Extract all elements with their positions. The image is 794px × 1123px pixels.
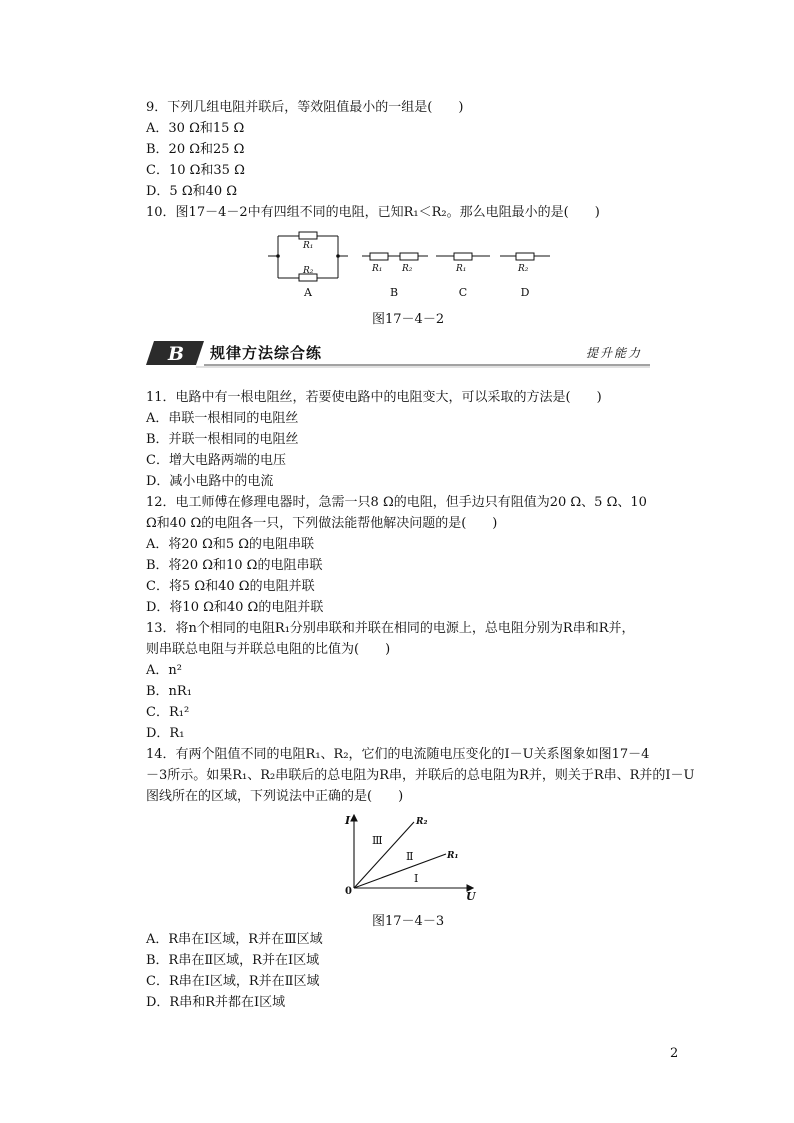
q13-option-d: D．R₁ (146, 726, 185, 741)
q9-option-a: A．30 Ω和15 Ω (146, 121, 245, 136)
page-number: 2 (670, 1046, 679, 1061)
fig-a-r2-label: R₂ (303, 266, 314, 276)
line-r1-label: R₁ (447, 851, 459, 861)
fig-group-a-label: A (304, 286, 312, 299)
q12-option-d: D．将10 Ω和40 Ω的电阻并联 (146, 600, 324, 615)
q13-option-a: A．n² (146, 663, 182, 678)
q12-option-c: C．将5 Ω和40 Ω的电阻并联 (146, 579, 315, 594)
q12-stem-line1: 12．电工师傅在修理电器时，急需一只8 Ω的电阻，但手边只有阻值为20 Ω、5 Ω、10 (146, 495, 647, 510)
q9-stem: 9．下列几组电阻并联后，等效阻值最小的一组是( ) (146, 100, 464, 115)
fig-b-r1-label: R₁ (372, 264, 383, 274)
banner-letter: B (168, 343, 185, 365)
fig-d-r2-label: R₂ (518, 264, 529, 274)
region-1-label: Ⅰ (414, 872, 419, 885)
fig-group-b-label: B (389, 286, 399, 299)
region-2-label: Ⅱ (406, 850, 414, 863)
q14-stem-line1: 14．有两个阻值不同的电阻R₁、R₂，它们的电流随电压变化的I－U关系图象如图17－4 (146, 747, 650, 762)
q11-option-b: B．并联一根相同的电阻丝 (146, 432, 299, 447)
figure-caption-17-4-3: 图17－4－3 (372, 914, 445, 929)
q10-stem: 10．图17－4－2中有四组不同的电阻，已知R₁＜R₂。那么电阻最小的是( ) (146, 205, 600, 220)
q13-stem-line1: 13．将n个相同的电阻R₁分别串联和并联在相同的电源上，总电阻分别为R串和R并， (146, 621, 635, 636)
q13-option-b: B．nR₁ (146, 684, 192, 699)
region-3-label: Ⅲ (372, 834, 383, 847)
q12-option-b: B．将20 Ω和10 Ω的电阻串联 (146, 558, 323, 573)
q14-option-c: C．R串在Ⅰ区域，R并在Ⅱ区域 (146, 974, 320, 989)
axis-y-label: I (345, 814, 351, 827)
line-r2-label: R₂ (416, 817, 428, 827)
fig-group-d-label: D (520, 286, 530, 299)
resistor-groups-figure (266, 226, 556, 302)
q11-option-c: C．增大电路两端的电压 (146, 453, 286, 468)
figure-caption-17-4-2: 图17－4－2 (372, 312, 445, 327)
q14-stem-line2: －3所示。如果R₁、R₂串联后的总电阻为R串，并联后的总电阻为R并，则关于R串、R并的I－U (146, 768, 695, 783)
axis-x-label: U (466, 890, 476, 902)
origin-label: 0 (345, 886, 352, 897)
q14-option-d: D．R串和R并都在Ⅰ区域 (146, 995, 286, 1010)
fig-b-r2-label: R₂ (402, 264, 413, 274)
section-banner (146, 338, 650, 368)
q13-option-c: C．R₁² (146, 705, 190, 720)
banner-title: 规律方法综合练 (210, 344, 323, 362)
q14-option-b: B．R串在Ⅱ区域，R并在Ⅰ区域 (146, 953, 320, 968)
banner-subtitle: 提升能力 (585, 346, 642, 360)
q12-option-a: A．将20 Ω和5 Ω的电阻串联 (146, 537, 315, 552)
fig-group-c-label: C (458, 286, 468, 299)
q13-stem-line2: 则串联总电阻与并联总电阻的比值为( ) (146, 642, 391, 657)
q14-option-a: A．R串在Ⅰ区域，R并在Ⅲ区域 (146, 932, 323, 947)
q11-option-d: D．减小电路中的电流 (146, 474, 274, 489)
q11-option-a: A．串联一根相同的电阻丝 (146, 411, 299, 426)
iu-graph-figure (340, 810, 480, 902)
q9-option-c: C．10 Ω和35 Ω (146, 163, 245, 178)
fig-c-r1-label: R₁ (456, 264, 467, 274)
q14-stem-line3: 图线所在的区域，下列说法中正确的是( ) (146, 789, 404, 804)
q11-stem: 11．电路中有一根电阻丝，若要使电路中的电阻变大，可以采取的方法是( ) (146, 390, 602, 405)
q9-option-d: D．5 Ω和40 Ω (146, 184, 238, 199)
fig-a-r1-label: R₁ (303, 241, 314, 251)
q12-stem-line2: Ω和40 Ω的电阻各一只，下列做法能帮他解决问题的是( ) (146, 516, 498, 531)
q9-option-b: B．20 Ω和25 Ω (146, 142, 245, 157)
